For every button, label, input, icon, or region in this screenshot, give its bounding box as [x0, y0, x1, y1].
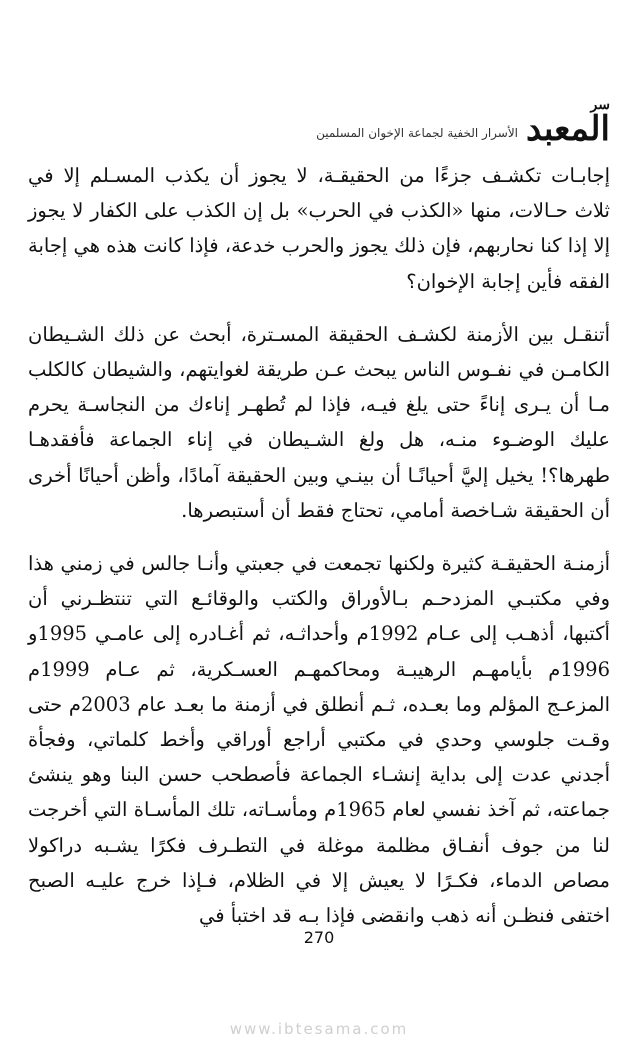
running-header — [28, 96, 610, 149]
book-logo — [526, 97, 610, 149]
paragraph-1: إجابـات تكشـف جزءًا من الحقيقـة، لا يجوز أن يكذب المسـلم إلا في ثلاث حـالات، منها «الكذب في الحرب» بل إن الكذب على الكفار لا يجوز إلا إذا كنا نحاربهم، فإن ذلك يجوز والحرب خدعة، فإذا كانت هذه هي إجابة الفقه فأين إجابة الإخوان؟ — [28, 164, 610, 293]
paragraph-2: أتنقـل بين الأزمنة لكشـف الحقيقة المسـترة، أبحث عن ذلك الشـيطان الكامـن في نفـوس الناس يبحث عـن طريقة لغوايتهم، والشيطان كالكلب مـا أن يـرى إناءً حتى يلغ فيـه، فإذا لم تُطهـر إناءك من النجاسـة يحرم عليك الوضـوء منـه، هل ولغ الشـيطان في إناء الجماعة فأفقدهـا طهرها؟! يخيل إليَّ أحيانًـا أن بينـي وبين الحقيقة آمادًا، وأظن أحيانًا أخرى أن الحقيقة شـاخصة أمامي، تحتاج فقط أن أستبصرها. — [28, 322, 610, 522]
page-body — [28, 158, 610, 951]
header-subtitle: الأسرار الخفية لجماعة الإخوان المسلمين — [316, 126, 519, 140]
book-logo-small: سر — [590, 97, 610, 113]
page-number: 270 — [303, 928, 335, 947]
book-logo-main: المعبد — [526, 109, 610, 149]
paragraph-3: أزمنـة الحقيقـة كثيرة ولكنها تجمعت في جعبتي وأنـا جالس في زمني هذا وفي مكتبـي المزدحـم بـالأوراق والكتب والوقائـع التي تنتظـرني أن أكتبها، أذهـب إلى عـام 1992م وأحداثـه، ثم أغـادره إلى عامـي 1995و 1996م بأيامهـم الرهيبـة ومحاكمهـم العسـكرية، ثم عـام 1999م المزعـج المؤلم وما بعـده، ثـم أنطلق في أزمنة ما بعـد عام 2003م حتى وقـت جلوسي وحدي في مكتبي أراجع أوراقي وأخط كلماتي، وفجأة أجدني عدت إلى بداية إنشـاء الجماعة فأصطحب حسن البنا وهو ينشئ جماعته، ثم آخذ نفسي لعام 1965م ومأسـاته، تلك المأسـاة التي أخرجت لنا من جوف أنفـاق مظلمة موغلة في التطـرف فكرًا يشـبه دراكولا مصاص الدماء، فكـرًا لا يعيش إلا في الظلام، فـإذا خرج عليـه الصبح اختفى فنظـن أنه ذهب وانقضى فإذا بـه قد اختبأ في — [28, 552, 610, 928]
watermark: www.ibtesama.com — [229, 1020, 409, 1038]
